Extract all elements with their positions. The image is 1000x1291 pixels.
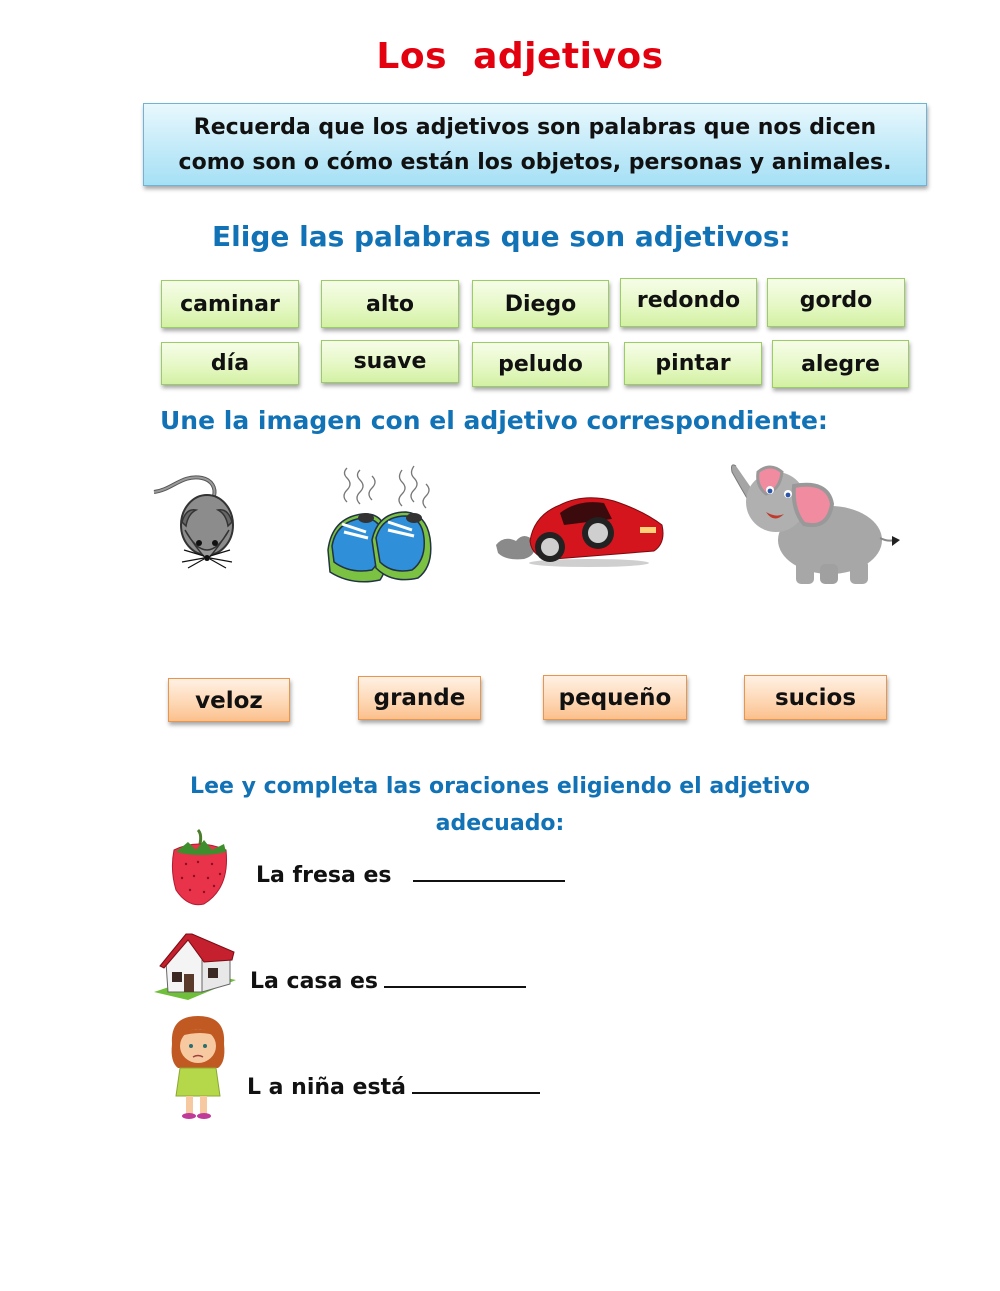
answer-blank[interactable] <box>384 966 526 988</box>
section1-heading: Elige las palabras que son adjetivos: <box>212 220 791 253</box>
section2-heading: Une la imagen con el adjetivo correspondiente: <box>160 406 828 435</box>
word-option[interactable]: suave <box>321 340 459 383</box>
info-line-1: Recuerda que los adjetivos son palabras que nos dicen <box>193 114 877 140</box>
adjective-option[interactable]: pequeño <box>543 675 687 720</box>
word-option[interactable]: pintar <box>624 342 762 385</box>
sentence-row <box>247 1072 540 1100</box>
word-option[interactable]: redondo <box>620 278 757 327</box>
sentence-text: La fresa es <box>256 863 392 888</box>
sentence-row <box>256 860 565 888</box>
word-option[interactable]: peludo <box>472 342 609 387</box>
word-option[interactable]: día <box>161 342 299 385</box>
section3-heading: Lee y completa las oraciones eligiendo el adjetivo adecuado: <box>190 774 810 836</box>
info-box <box>143 103 927 186</box>
answer-blank[interactable] <box>412 1072 540 1094</box>
sentence-text: La casa es <box>250 969 379 994</box>
speeding-car-image[interactable] <box>494 485 669 570</box>
word-option[interactable]: gordo <box>767 278 905 327</box>
word-option[interactable]: alto <box>321 280 459 328</box>
dirty-sneakers-image[interactable] <box>322 462 440 588</box>
adjective-option[interactable]: sucios <box>744 675 887 720</box>
word-option[interactable]: Diego <box>472 280 609 328</box>
strawberry-image <box>168 828 232 908</box>
elephant-image[interactable] <box>728 460 902 588</box>
house-image <box>152 930 240 1002</box>
mouse-image[interactable] <box>152 470 252 570</box>
word-option[interactable]: alegre <box>772 340 909 388</box>
sad-girl-image <box>162 1014 234 1120</box>
sentence-text: L a niña está <box>247 1075 406 1100</box>
word-option[interactable]: caminar <box>161 280 299 328</box>
answer-blank[interactable] <box>413 860 565 882</box>
adjective-option[interactable]: grande <box>358 676 481 720</box>
sentence-row <box>250 966 526 994</box>
info-line-2: como son o cómo están los objetos, personas y animales. <box>178 149 892 175</box>
adjective-option[interactable]: veloz <box>168 678 290 722</box>
page-title: Los adjetivos <box>376 36 664 77</box>
